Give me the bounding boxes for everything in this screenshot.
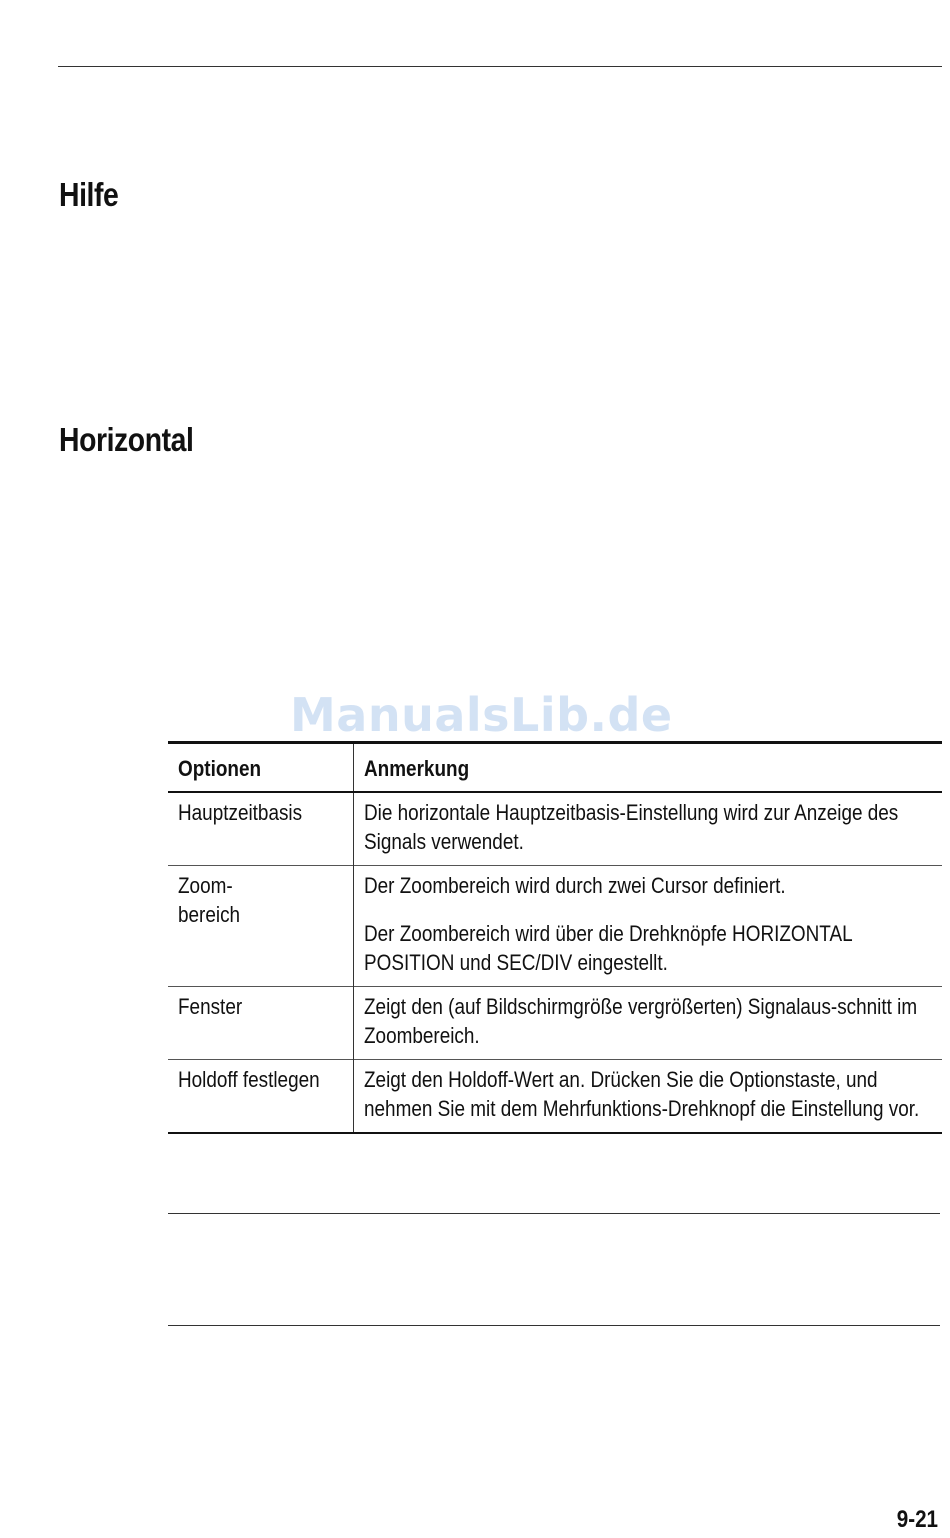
option-cell: Zoom- bereich (168, 866, 354, 987)
section-heading-horizontal: Horizontal (59, 421, 194, 458)
option-cell: Fenster (168, 987, 354, 1060)
column-header-notes: Anmerkung (364, 756, 470, 781)
section-heading-help: Hilfe (59, 176, 119, 213)
table-row (168, 987, 942, 1060)
divider-rule (168, 1325, 940, 1326)
notes-cell: Zeigt den Holdoff-Wert an. Drücken Sie die Optionstaste, und nehmen Sie mit dem Mehrfunktions-Drehknopf die Einstellung vor. (354, 1060, 943, 1134)
divider-rule (168, 1213, 940, 1214)
header-rule (58, 66, 942, 67)
option-cell: Hauptzeitbasis (168, 792, 354, 866)
table-header-row (168, 743, 942, 793)
notes-cell: Der Zoombereich wird durch zwei Cursor definiert. Der Zoombereich wird über die Drehknöpfe HORIZONTAL POSITION und SEC/DIV eingestellt. (354, 866, 943, 987)
column-header-options: Optionen (168, 743, 354, 793)
table-row (168, 1060, 942, 1134)
notes-cell: Zeigt den (auf Bildschirmgröße vergrößerten) Signalaus-schnitt im Zoombereich. (354, 987, 943, 1060)
option-cell: Holdoff festlegen (168, 1060, 354, 1134)
options-table (168, 741, 942, 1134)
watermark: ManualsLib.de (290, 688, 673, 742)
table-row (168, 866, 942, 987)
table-row (168, 792, 942, 866)
page-number: 9-21 (896, 1506, 938, 1533)
notes-cell: Die horizontale Hauptzeitbasis-Einstellung wird zur Anzeige des Signals verwendet. (354, 792, 943, 866)
